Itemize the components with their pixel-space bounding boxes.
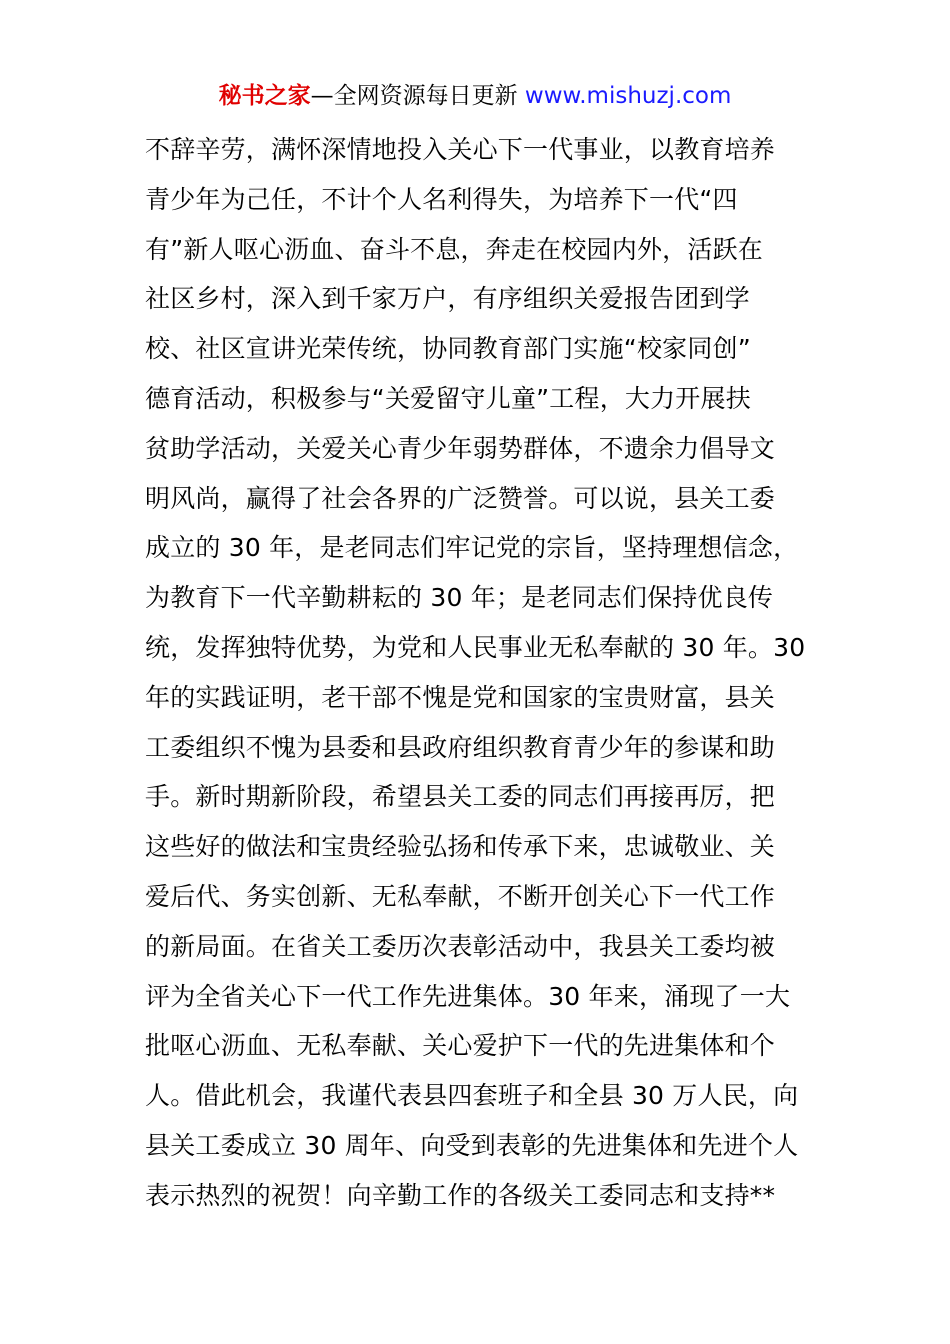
text-line: 明风尚，赢得了社会各界的广泛赞誉。可以说，县关工委 [145,483,776,513]
text-line: 不辞辛劳，满怀深情地投入关心下一代事业，以教育培养 [145,135,776,164]
text-line: 有”新人呕心沥血、奋斗不息，奔走在校园内外，活跃在 [145,234,763,264]
text-line: 年的实践证明，老干部不愧是党和国家的宝贵财富，县关 [145,682,776,712]
text-line: 手。新时期新阶段，希望县关工委的同志们再接再厉，把 [145,782,776,812]
text-line: 评为全省关心下一代工作先进集体。30 年来，涌现了一大 [145,981,791,1011]
text-line: 成立的 30 年，是老同志们牢记党的宗旨，坚持理想信念， [145,533,799,563]
text-line: 批呕心沥血、无私奉献、关心爱护下一代的先进集体和个 [145,1031,776,1061]
text-line: 工委组织不愧为县委和县政府组织教育青少年的参谋和助 [145,732,776,762]
text-line: 人。借此机会，我谨代表县四套班子和全县 30 万人民，向 [145,1081,799,1111]
text-line: 的新局面。在省关工委历次表彰活动中，我县关工委均被 [145,931,776,961]
text-line: 统，发挥独特优势，为党和人民事业无私奉献的 30 年。30 [145,632,806,662]
text-line: 爱后代、务实创新、无私奉献，不断开创关心下一代工作 [145,881,776,911]
site-url-link[interactable]: www.mishuzj.com [524,83,732,109]
text-line: 这些好的做法和宝贵经验弘扬和传承下来，忠诚敬业、关 [145,832,776,862]
text-line: 贫助学活动，关爱关心青少年弱势群体，不遗余力倡导文 [145,433,776,463]
text-line: 表示热烈的祝贺！向辛勤工作的各级关工委同志和支持** [145,1180,776,1210]
text-line: 社区乡村，深入到千家万户，有序组织关爱报告团到学 [145,284,750,314]
site-brand: 秘书之家 [218,83,311,109]
text-line: 青少年为己任，不计个人名利得失，为培养下一代“四 [145,184,738,214]
site-tagline: —全网资源每日更新 [310,83,525,109]
site-header [0,80,950,112]
text-line: 为教育下一代辛勤耕耘的 30 年；是老同志们保持优良传 [145,583,774,613]
text-line: 德育活动，积极参与“关爱留守儿童”工程，大力开展扶 [145,383,751,413]
text-line: 县关工委成立 30 周年、向受到表彰的先进集体和先进个人 [145,1130,799,1160]
text-line: 校、社区宣讲光荣传统，协同教育部门实施“校家同创” [145,334,751,364]
document-body [145,125,825,1221]
